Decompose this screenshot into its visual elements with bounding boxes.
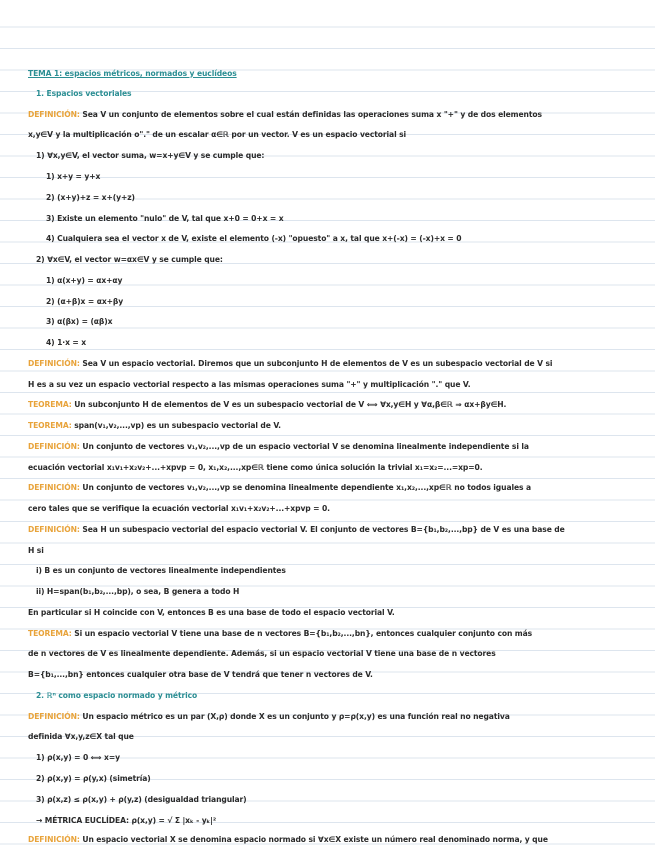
line-text: H es a su vez un espacio vectorial respecto a las mismas operaciones suma "+" y multiplicación "." que V. — [28, 380, 471, 389]
label-keyword: DEFINICIÓN: — [28, 712, 83, 721]
label-keyword: DEFINICIÓN: — [28, 442, 83, 451]
line-text: 4) Cualquiera sea el vector x de V, existe el elemento (-x) "opuesto" a x, tal que x+(-x) = (-x)+x = 0 — [46, 234, 462, 243]
label-keyword: DEFINICIÓN: — [28, 110, 83, 119]
line-text: Un subconjunto H de elementos de V es un subespacio vectorial de V ⟺ ∀x,y∈H y ∀α,β∈ℝ ⇒ αx+βy∈H. — [74, 400, 507, 409]
text-line-27 — [28, 608, 395, 618]
line-text: Un espacio métrico es un par (X,ρ) donde X es un conjunto y ρ=ρ(x,y) es una función real no negativa — [82, 712, 510, 721]
line-text: 2) ρ(x,y) = ρ(y,x) (simetría) — [36, 774, 151, 783]
line-text: En particular si H coincide con V, entonces B es una base de todo el espacio vectorial V. — [28, 608, 395, 617]
line-text: 2) ∀x∈V, el vector w=αx∈V y se cumple que: — [36, 255, 223, 264]
text-line-10 — [36, 255, 223, 265]
line-text: 4) 1·x = x — [46, 338, 87, 347]
section-heading: TEMA 1: espacios métricos, normados y euclídeos — [28, 69, 237, 78]
text-line-30 — [28, 670, 373, 680]
text-line-34 — [36, 753, 120, 763]
line-text: Sea H un subespacio vectorial del espacio vectorial V. El conjunto de vectores B={b₁,b₂,...,bp} de V es una base de — [82, 525, 565, 534]
line-text: 1) x+y = y+x — [46, 172, 101, 181]
text-line-29 — [28, 649, 496, 659]
label-keyword: DEFINICIÓN: — [28, 359, 83, 368]
label-keyword: DEFINICIÓN: — [28, 835, 83, 844]
text-line-6 — [46, 172, 100, 182]
text-line-36 — [36, 795, 247, 805]
line-text: Si un espacio vectorial V tiene una base de n vectores B={b₁,b₂,...,bn}, entonces cualquier conjunto con más — [74, 629, 533, 638]
label-keyword: TEOREMA: — [28, 629, 75, 638]
line-text: Sea V un espacio vectorial. Diremos que un subconjunto H de elementos de V es un subespacio vectorial de V si — [82, 359, 553, 368]
text-line-26 — [36, 587, 239, 597]
text-line-22 — [28, 504, 330, 514]
line-text: → MÉTRICA EUCLÍDEA: ρ(x,y) = — [36, 816, 168, 825]
text-line-20 — [28, 463, 482, 473]
line-text: √ Σ |xₖ - yₖ|² — [167, 816, 217, 825]
text-line-16 — [28, 380, 471, 390]
text-line-28 — [28, 629, 532, 639]
text-line-1 — [28, 69, 237, 79]
text-line-37 — [36, 816, 216, 826]
line-text: i) B es un conjunto de vectores linealmente independientes — [36, 566, 286, 575]
line-text: definida ∀x,y,z∈X tal que — [28, 732, 134, 741]
text-line-2 — [36, 89, 131, 99]
label-keyword: TEOREMA: — [28, 421, 75, 430]
line-text: B={b₁,...,bn} entonces cualquier otra base de V tendrá que tener n vectores de V. — [28, 670, 373, 679]
line-text: de n vectores de V es linealmente dependiente. Además, si un espacio vectorial V tiene una base de n vectores — [28, 649, 496, 658]
line-text: 3) ρ(x,z) ≤ ρ(x,y) + ρ(y,z) (desigualdad triangular) — [36, 795, 247, 804]
text-line-9 — [46, 234, 461, 244]
text-line-12 — [46, 297, 123, 307]
line-text: 2) (x+y)+z = x+(y+z) — [46, 193, 135, 202]
line-text: span(v₁,v₂,...,vp) es un subespacio vectorial de V. — [74, 421, 281, 430]
line-text: ecuación vectorial x₁v₁+x₂v₂+...+xpvp = 0, x₁,x₂,...,xp∈ℝ tiene como única solución la trivial x₁=x₂=...=xp=0. — [28, 463, 483, 472]
text-line-32 — [28, 712, 510, 722]
text-line-23 — [28, 525, 565, 535]
line-text: x,y∈V y la multiplicación o"." de un escalar α∈ℝ por un vector. V es un espacio vectorial si — [28, 130, 407, 139]
label-keyword: DEFINICIÓN: — [28, 525, 83, 534]
text-line-25 — [36, 566, 286, 576]
text-line-11 — [46, 276, 122, 286]
text-line-18 — [28, 421, 281, 431]
section-heading: 1. Espacios vectoriales — [36, 89, 132, 98]
text-line-19 — [28, 442, 529, 452]
text-line-17 — [28, 400, 506, 410]
text-line-38 — [28, 835, 548, 845]
line-text: Un conjunto de vectores v₁,v₂,...,vp de un espacio vectorial V se denomina linealmente independiente si la — [82, 442, 529, 451]
section-heading: 2. ℝⁿ como espacio normado y métrico — [36, 691, 198, 700]
line-text: cero tales que se verifique la ecuación vectorial x₁v₁+x₂v₂+...+xpvp = 0. — [28, 504, 330, 513]
label-keyword: TEOREMA: — [28, 400, 75, 409]
line-text: 1) ∀x,y∈V, el vector suma, w=x+y∈V y se cumple que: — [36, 151, 265, 160]
text-line-24 — [28, 546, 44, 556]
line-text: 3) α(βx) = (αβ)x — [46, 317, 113, 326]
text-line-14 — [46, 338, 86, 348]
text-line-15 — [28, 359, 552, 369]
line-text: Un conjunto de vectores v₁,v₂,...,vp se denomina linealmente dependiente x₁,x₂,...,xp∈ℝ no todos iguales a — [82, 483, 532, 492]
text-line-8 — [46, 214, 284, 224]
text-line-4 — [28, 130, 406, 140]
text-line-35 — [36, 774, 151, 784]
line-text: H si — [28, 546, 44, 555]
text-line-7 — [46, 193, 135, 203]
line-text: Sea V un conjunto de elementos sobre el cual están definidas las operaciones suma x "+" y de dos elementos — [82, 110, 542, 119]
text-line-13 — [46, 317, 112, 327]
text-line-33 — [28, 732, 134, 742]
line-text: 1) α(x+y) = αx+αy — [46, 276, 123, 285]
line-text: 2) (α+β)x = αx+βy — [46, 297, 124, 306]
line-text: ii) H=span(b₁,b₂,...,bp), o sea, B genera a todo H — [36, 587, 240, 596]
line-text: 1) ρ(x,y) = 0 ⟺ x=y — [36, 753, 120, 762]
text-line-21 — [28, 483, 531, 493]
text-line-5 — [36, 151, 264, 161]
line-text: Un espacio vectorial X se denomina espacio normado si ∀x∈X existe un número real denominado norma, y que — [82, 835, 548, 844]
text-line-3 — [28, 110, 542, 120]
line-text: 3) Existe un elemento "nulo" de V, tal que x+0 = 0+x = x — [46, 214, 284, 223]
text-line-31 — [36, 691, 197, 701]
label-keyword: DEFINICIÓN: — [28, 483, 83, 492]
